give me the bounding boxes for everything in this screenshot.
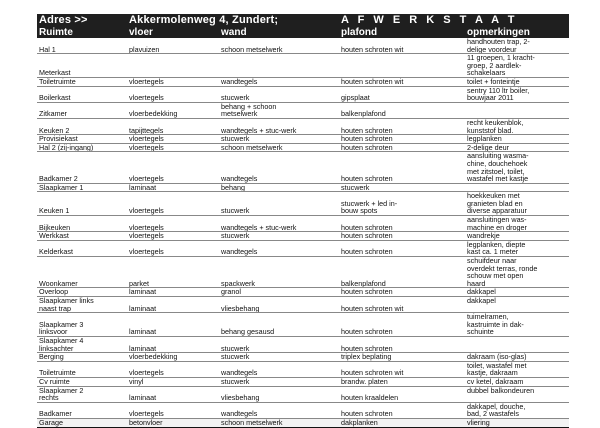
cell-vloer: vloertegels (127, 152, 219, 183)
cell-opmerkingen: aansluitingen was- machine en droger (465, 216, 569, 232)
cell-wand: stucwerk (219, 86, 339, 102)
table-row (37, 297, 569, 313)
cell-plafond: houten schroten wit (339, 297, 465, 313)
cell-opmerkingen: dakkapel, douche, bad, 2 wastafels (465, 402, 569, 418)
cell-opmerkingen: wandrekje (465, 232, 569, 241)
cell-wand: stucwerk (219, 135, 339, 144)
cell-vloer: tapijttegels (127, 118, 219, 134)
cell-opmerkingen (465, 336, 569, 352)
cell-wand: behang + schoon metselwerk (219, 102, 339, 118)
document-title: A F W E R K S T A A T (339, 14, 569, 27)
table-row (37, 240, 569, 256)
cell-wand: schoon metselwerk (219, 418, 339, 427)
cell-wand: stucwerk (219, 377, 339, 386)
cell-plafond: houten schroten (339, 402, 465, 418)
table-row (37, 54, 569, 78)
cell-vloer (127, 54, 219, 78)
col-header-ruimte: Ruimte (37, 27, 127, 38)
cell-ruimte: Keuken 2 (37, 118, 127, 134)
cell-wand: granol (219, 288, 339, 297)
cell-vloer: vloertegels (127, 216, 219, 232)
cell-vloer: laminaat (127, 297, 219, 313)
cell-vloer: laminaat (127, 336, 219, 352)
cell-plafond: houten schroten (339, 288, 465, 297)
cell-wand: stucwerk (219, 336, 339, 352)
cell-ruimte: Slaapkamer 4 linksachter (37, 336, 127, 352)
cell-opmerkingen: legplanken, diepte kast ca. 1 meter (465, 240, 569, 256)
cell-plafond: houten schroten wit (339, 77, 465, 86)
table-row (37, 135, 569, 144)
table-row (37, 361, 569, 377)
cell-opmerkingen: dakraam (iso-glas) (465, 353, 569, 362)
cell-opmerkingen: recht keukenblok, kunststof blad. (465, 118, 569, 134)
table-row (37, 402, 569, 418)
cell-opmerkingen: 2-delige deur (465, 143, 569, 152)
cell-vloer: vloertegels (127, 77, 219, 86)
cell-plafond: houten schroten (339, 240, 465, 256)
cell-ruimte: Hal 1 (37, 38, 127, 54)
cell-plafond: houten schroten (339, 216, 465, 232)
cell-plafond: houten schroten (339, 232, 465, 241)
cell-opmerkingen: toilet, wastafel met kastje, dakraam (465, 361, 569, 377)
cell-ruimte: Kelderkast (37, 240, 127, 256)
table-row (37, 377, 569, 386)
cell-vloer: vloertegels (127, 192, 219, 216)
cell-ruimte: Slaapkamer links naast trap (37, 297, 127, 313)
afwerkstaat-table (37, 14, 569, 428)
cell-wand: behang gesausd (219, 313, 339, 337)
cell-vloer: vloerbedekking (127, 353, 219, 362)
cell-plafond: houten schroten (339, 143, 465, 152)
cell-vloer: vinyl (127, 377, 219, 386)
cell-opmerkingen: schuifdeur naar overdekt terras, ronde schouw met open haard (465, 257, 569, 288)
cell-opmerkingen (465, 102, 569, 118)
cell-vloer: laminaat (127, 183, 219, 192)
cell-plafond: balkenplafond (339, 102, 465, 118)
cell-ruimte: Keuken 1 (37, 192, 127, 216)
cell-wand: vliesbehang (219, 297, 339, 313)
cell-opmerkingen: handhouten trap, 2- delige voordeur (465, 38, 569, 54)
cell-ruimte: Slaapkamer 3 linksvoor (37, 313, 127, 337)
table-row (37, 152, 569, 183)
table-row (37, 77, 569, 86)
cell-wand: stucwerk (219, 192, 339, 216)
table-row (37, 86, 569, 102)
cell-plafond: houten schroten (339, 336, 465, 352)
cell-vloer: parket (127, 257, 219, 288)
cell-wand (219, 54, 339, 78)
cell-wand: schoon metselwerk (219, 143, 339, 152)
cell-ruimte: Zitkamer (37, 102, 127, 118)
table-row (37, 102, 569, 118)
cell-plafond: houten schroten (339, 135, 465, 144)
cell-wand: spackwerk (219, 257, 339, 288)
afwerkstaat-sheet (37, 14, 569, 427)
cell-opmerkingen: toilet + fonteintje (465, 77, 569, 86)
cell-wand: schoon metselwerk (219, 38, 339, 54)
cell-wand: stucwerk (219, 232, 339, 241)
cell-opmerkingen: aansluiting wasma- chine, douchehoek met zitstoel, toilet, wastafel met kastje (465, 152, 569, 183)
col-header-opmerkingen: opmerkingen (465, 27, 569, 38)
cell-vloer: vloertegels (127, 402, 219, 418)
cell-ruimte: Toiletruimte (37, 361, 127, 377)
cell-wand: wandtegels (219, 361, 339, 377)
cell-plafond: triplex beplating (339, 353, 465, 362)
cell-plafond (339, 54, 465, 78)
cell-ruimte: Boilerkast (37, 86, 127, 102)
cell-plafond: houten schroten (339, 152, 465, 183)
table-row (37, 418, 569, 427)
cell-plafond: houten schroten (339, 118, 465, 134)
table-row (37, 353, 569, 362)
column-header-row (37, 27, 569, 38)
cell-ruimte: Garage (37, 418, 127, 427)
col-header-plafond: plafond (339, 27, 465, 38)
table-row (37, 143, 569, 152)
cell-plafond: stucwerk + led in- bouw spots (339, 192, 465, 216)
cell-opmerkingen: dubbel balkondeuren (465, 386, 569, 402)
cell-ruimte: Berging (37, 353, 127, 362)
table-row (37, 216, 569, 232)
cell-ruimte: Overloop (37, 288, 127, 297)
cell-ruimte: Slaapkamer 1 (37, 183, 127, 192)
table-row (37, 288, 569, 297)
cell-ruimte: Cv ruimte (37, 377, 127, 386)
cell-plafond: stucwerk (339, 183, 465, 192)
cell-opmerkingen: dakkapel (465, 297, 569, 313)
address-value: Akkermolenweg 4, Zundert; (127, 14, 339, 27)
cell-wand: wandtegels (219, 402, 339, 418)
cell-ruimte: Toiletruimte (37, 77, 127, 86)
cell-plafond: brandw. platen (339, 377, 465, 386)
cell-plafond: houten schroten (339, 313, 465, 337)
cell-opmerkingen: hoekkeuken met granieten blad en diverse apparatuur (465, 192, 569, 216)
cell-wand: behang (219, 183, 339, 192)
cell-wand: stucwerk (219, 353, 339, 362)
cell-opmerkingen: tuimelramen, kastruimte in dak- schuinte (465, 313, 569, 337)
cell-ruimte: Slaapkamer 2 rechts (37, 386, 127, 402)
cell-opmerkingen: legplanken (465, 135, 569, 144)
cell-vloer: laminaat (127, 386, 219, 402)
cell-wand: wandtegels + stuc-werk (219, 118, 339, 134)
table-body (37, 38, 569, 427)
cell-plafond: houten kraaldelen (339, 386, 465, 402)
table-row (37, 118, 569, 134)
table-row (37, 313, 569, 337)
cell-plafond: dakplanken (339, 418, 465, 427)
cell-vloer: vloertegels (127, 143, 219, 152)
cell-ruimte: Meterkast (37, 54, 127, 78)
cell-opmerkingen: vliering (465, 418, 569, 427)
cell-wand: wandtegels (219, 240, 339, 256)
col-header-wand: wand (219, 27, 339, 38)
cell-opmerkingen: cv ketel, dakraam (465, 377, 569, 386)
title-row (37, 14, 569, 27)
cell-vloer: vloertegels (127, 86, 219, 102)
cell-wand: wandtegels (219, 152, 339, 183)
cell-vloer: vloertegels (127, 240, 219, 256)
cell-ruimte: Provisiekast (37, 135, 127, 144)
cell-wand: wandtegels (219, 77, 339, 86)
cell-ruimte: Bijkeuken (37, 216, 127, 232)
cell-vloer: vloertegels (127, 361, 219, 377)
table-row (37, 257, 569, 288)
cell-ruimte: Hal 2 (zij-ingang) (37, 143, 127, 152)
cell-vloer: laminaat (127, 288, 219, 297)
cell-ruimte: Badkamer 2 (37, 152, 127, 183)
cell-opmerkingen: dakkapel (465, 288, 569, 297)
table-row (37, 183, 569, 192)
cell-opmerkingen (465, 183, 569, 192)
cell-opmerkingen: 11 groepen, 1 kracht- groep, 2 aardlek- schakelaars (465, 54, 569, 78)
cell-wand: wandtegels + stuc-werk (219, 216, 339, 232)
cell-vloer: vloertegels (127, 135, 219, 144)
table-row (37, 336, 569, 352)
cell-vloer: vloertegels (127, 232, 219, 241)
table-row (37, 38, 569, 54)
cell-vloer: laminaat (127, 313, 219, 337)
cell-vloer: betonvloer (127, 418, 219, 427)
cell-ruimte: Badkamer (37, 402, 127, 418)
cell-ruimte: Werkkast (37, 232, 127, 241)
cell-ruimte: Woonkamer (37, 257, 127, 288)
cell-wand: vliesbehang (219, 386, 339, 402)
cell-plafond: balkenplafond (339, 257, 465, 288)
address-label: Adres >> (37, 14, 127, 27)
cell-plafond: houten schroten wit (339, 38, 465, 54)
cell-plafond: gipsplaat (339, 86, 465, 102)
cell-vloer: vloerbedekking (127, 102, 219, 118)
cell-vloer: plavuizen (127, 38, 219, 54)
table-row (37, 232, 569, 241)
col-header-vloer: vloer (127, 27, 219, 38)
table-row (37, 192, 569, 216)
cell-opmerkingen: sentry 110 ltr boiler, bouwjaar 2011 (465, 86, 569, 102)
cell-plafond: houten schroten wit (339, 361, 465, 377)
